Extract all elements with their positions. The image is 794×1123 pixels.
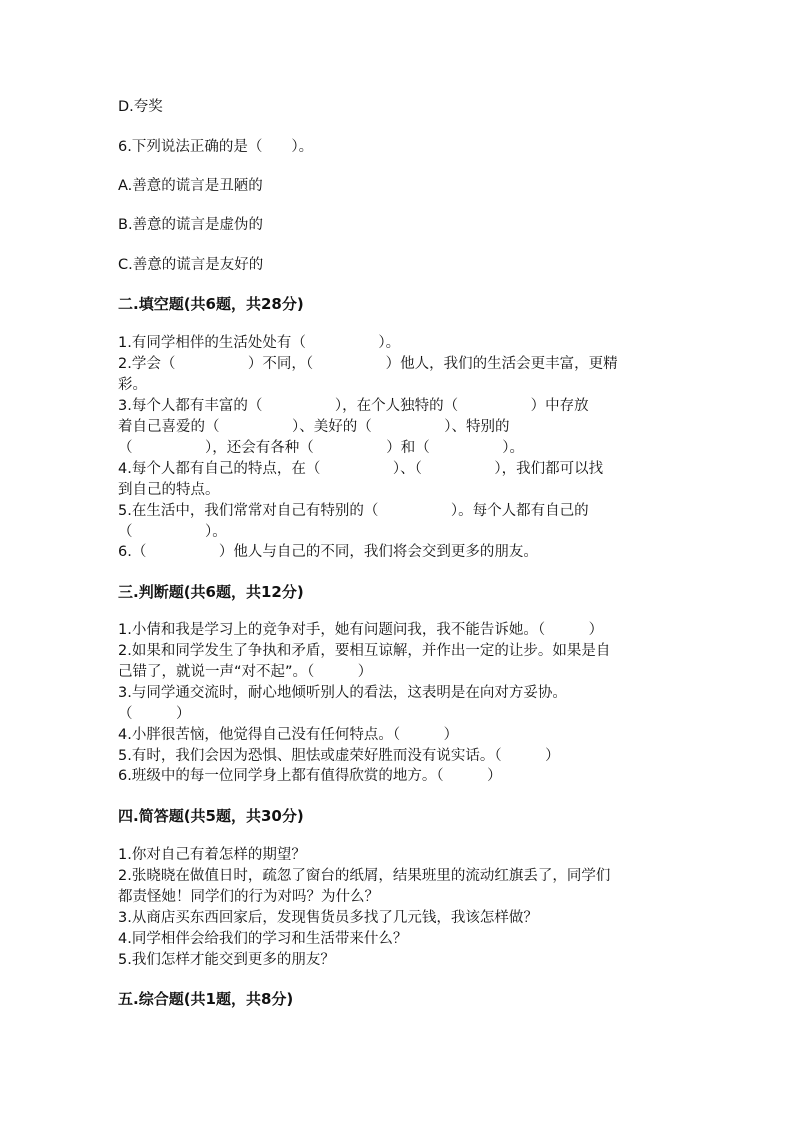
q6-option-b: B.善意的谎言是虚伪的 bbox=[118, 217, 264, 233]
q5-option-d: D.夸奖 bbox=[118, 99, 163, 115]
section2-line: 3.每个人都有丰富的（ ），在个人独特的（ ）中存放 bbox=[118, 398, 589, 414]
section2-title: 二.填空题(共6题，共28分) bbox=[118, 295, 304, 313]
section3-title: 三.判断题(共6题，共12分) bbox=[118, 583, 304, 601]
section2-line: （ ）。 bbox=[118, 524, 227, 540]
section3-line: 3.与同学通交流时，耐心地倾听别人的看法，这表明是在向对方妥协。 bbox=[118, 685, 567, 701]
section3-line: 己错了，就说一声“对不起”。（ ） bbox=[118, 664, 373, 680]
section2-line: 着自己喜爱的（ ）、美好的（ ）、特别的 bbox=[118, 419, 510, 435]
q6-option-a: A.善意的谎言是丑陋的 bbox=[118, 178, 263, 194]
section3-line: 1.小倩和我是学习上的竞争对手，她有问题问我，我不能告诉她。（ ） bbox=[118, 622, 604, 638]
section2-line: 4.每个人都有自己的特点，在（ ）、（ ），我们都可以找 bbox=[118, 461, 604, 477]
section4-line: 都责怪她！同学们的行为对吗？为什么？ bbox=[118, 889, 379, 905]
section2-line: 2.学会（ ）不同，（ ）他人，我们的生活会更丰富，更精 bbox=[118, 356, 618, 372]
section4-title: 四.简答题(共5题，共30分) bbox=[118, 807, 304, 825]
section2-line: 5.在生活中，我们常常对自己有特别的（ ）。每个人都有自己的 bbox=[118, 503, 589, 519]
section2-line: （ ），还会有各种（ ）和（ ）。 bbox=[118, 440, 524, 456]
section3-line: 4.小胖很苦恼，他觉得自己没有任何特点。（ ） bbox=[118, 727, 459, 743]
q6-stem: 6.下列说法正确的是（ ）。 bbox=[118, 139, 314, 155]
q6-option-c: C.善意的谎言是友好的 bbox=[118, 257, 264, 273]
section2-line: 彩。 bbox=[118, 377, 147, 393]
section4-line: 2.张晓晓在做值日时，疏忽了窗台的纸屑，结果班里的流动红旗丢了，同学们 bbox=[118, 868, 611, 884]
section3-line: 6.班级中的每一位同学身上都有值得欣赏的地方。（ ） bbox=[118, 768, 502, 784]
section3-line: 2.如果和同学发生了争执和矛盾，要相互谅解，并作出一定的让步。如果是自 bbox=[118, 643, 611, 659]
section5-title: 五.综合题(共1题，共8分) bbox=[118, 990, 294, 1008]
section4-line: 4.同学相伴会给我们的学习和生活带来什么？ bbox=[118, 931, 408, 947]
section2-line: 到自己的特点。 bbox=[118, 482, 220, 498]
section2-line: 1.有同学相伴的生活处处有（ ）。 bbox=[118, 335, 401, 351]
section4-line: 3.从商店买东西回家后，发现售货员多找了几元钱，我该怎样做？ bbox=[118, 910, 538, 926]
section4-line: 1.你对自己有着怎样的期望？ bbox=[118, 847, 306, 863]
section4-line: 5.我们怎样才能交到更多的朋友？ bbox=[118, 952, 335, 968]
section2-line: 6.（ ）他人与自己的不同，我们将会交到更多的朋友。 bbox=[118, 544, 538, 560]
section3-line: （ ） bbox=[118, 706, 191, 722]
section3-line: 5.有时，我们会因为恐惧、胆怯或虚荣好胜而没有说实话。（ ） bbox=[118, 748, 560, 764]
